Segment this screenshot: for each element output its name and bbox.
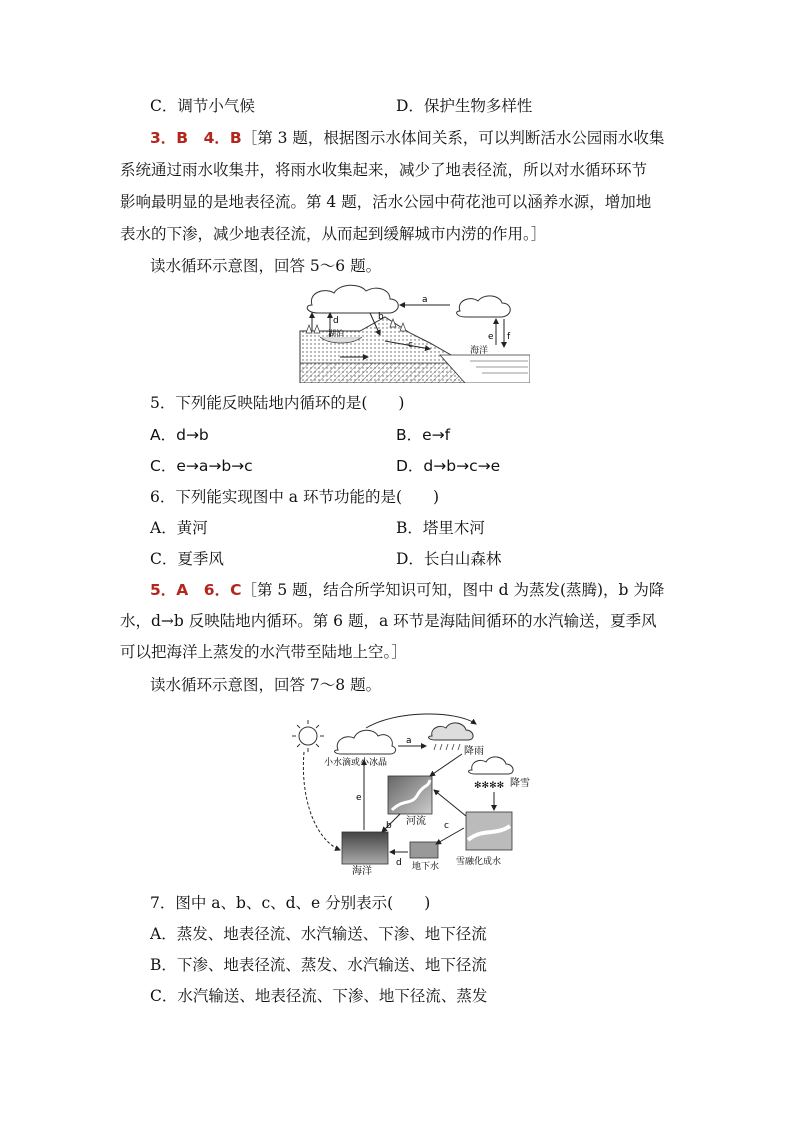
- fig2-label-a: a: [406, 736, 412, 746]
- sun-icon: [292, 720, 324, 752]
- answer-3-4-line-2: 系统通过雨水收集井，将雨水收集起来，减少了地表径流，所以对水循环环节: [120, 161, 648, 179]
- answer-5-6-line-3: 可以把海洋上蒸发的水汽带至陆地上空。］: [120, 643, 407, 661]
- answer-3-4: [150, 127, 664, 149]
- answer-5-6-line-1: ［第 5 题，结合所学知识可知，图中 d 为蒸发(蒸腾)，b 为降: [241, 581, 665, 599]
- ocean-image: [342, 832, 388, 864]
- fig2-label-groundwater: 地下水: [412, 862, 440, 872]
- sea-cloud-icon: [457, 296, 511, 317]
- q5-option-d: D．d→b→c→e: [396, 457, 501, 475]
- fig1-label-lake: 湖泊: [328, 329, 344, 338]
- answer-3-4-line-4: 表水的下渗，减少地表径流，从而起到缓解城市内涝的作用。］: [120, 225, 547, 243]
- fig1-label-a: a: [422, 295, 428, 305]
- q6-option-d: D．长白山森林: [396, 550, 502, 568]
- water-cycle-figure-1: [290, 283, 530, 383]
- q6-option-b: B．塔里木河: [396, 519, 485, 537]
- answer-5-6-key: 5．A 6．C: [150, 581, 242, 599]
- water-cycle-figure-2: [286, 710, 538, 878]
- answer-3-4-key: 3．B 4．B: [150, 129, 242, 147]
- answer-3-4-line-3: 影响最明显的是地表径流。第 4 题，活水公园中荷花池可以涵养水源，增加地: [120, 193, 652, 211]
- fig2-label-rain: 降雨: [464, 746, 484, 757]
- q2-option-d: D．保护生物多样性: [396, 97, 533, 115]
- land-cloud-icon: [307, 285, 398, 313]
- fig2-label-d: d: [396, 858, 402, 868]
- q7-option-b: B．下渗、地表径流、蒸发、水汽输送、地下径流: [150, 956, 487, 974]
- q6-option-a: A．黄河: [150, 519, 208, 537]
- fig2-label-river: 河流: [406, 816, 426, 827]
- fig2-label-e: e: [356, 793, 362, 803]
- answer-5-6-line-2: 水，d→b 反映陆地内循环。第 6 题，a 环节是海陆间循环的水汽输送，夏季风: [120, 612, 657, 630]
- fig2-label-snow: 降雪: [510, 778, 530, 789]
- fig1-label-e: e: [488, 332, 494, 342]
- q2-option-c: C．调节小气候: [150, 97, 255, 115]
- groundwater-image: [410, 842, 438, 858]
- fig2-label-ocean: 海洋: [352, 866, 372, 877]
- snow-cloud-icon: [469, 757, 514, 791]
- q5-option-b: B．e→f: [396, 426, 451, 444]
- q6-option-c: C．夏季风: [150, 550, 224, 568]
- intro-5-6: 读水循环示意图，回答 5～6 题。: [150, 257, 382, 275]
- q7-stem: 7．图中 a、b、c、d、e 分别表示( ): [150, 894, 431, 912]
- fig1-label-f: f: [507, 332, 511, 342]
- q5-option-a: A．d→b: [150, 426, 209, 444]
- svg-text:✻✻✻✻: ✻✻✻✻: [474, 781, 505, 791]
- fig1-label-b: b: [378, 312, 384, 322]
- cloud-icon: [335, 730, 396, 754]
- answer-3-4-line-1: ［第 3 题，根据图示水体间关系，可以判断活水公园雨水收集: [241, 129, 665, 147]
- q5-option-c: C．e→a→b→c: [150, 457, 253, 475]
- q6-stem: 6．下列能实现图中 a 环节功能的是( ): [150, 488, 440, 506]
- q7-option-a: A．蒸发、地表径流、水汽输送、下渗、地下径流: [150, 925, 487, 943]
- answer-5-6: [150, 579, 664, 601]
- fig1-label-ocean: 海洋: [470, 346, 489, 356]
- fig2-label-b: b: [386, 821, 392, 831]
- fig1-label-c: c: [408, 340, 413, 350]
- fig1-label-d: d: [333, 316, 339, 326]
- fig2-label-c: c: [444, 821, 449, 831]
- intro-7-8: 读水循环示意图，回答 7～8 题。: [150, 676, 382, 694]
- fig2-label-droplets: 小水滴或小冰晶: [324, 758, 388, 768]
- fig2-label-snowmelt: 雪融化成水: [456, 857, 502, 867]
- q5-stem: 5．下列能反映陆地内循环的是( ): [150, 394, 405, 412]
- q7-option-c: C．水汽输送、地表径流、下渗、地下径流、蒸发: [150, 987, 488, 1005]
